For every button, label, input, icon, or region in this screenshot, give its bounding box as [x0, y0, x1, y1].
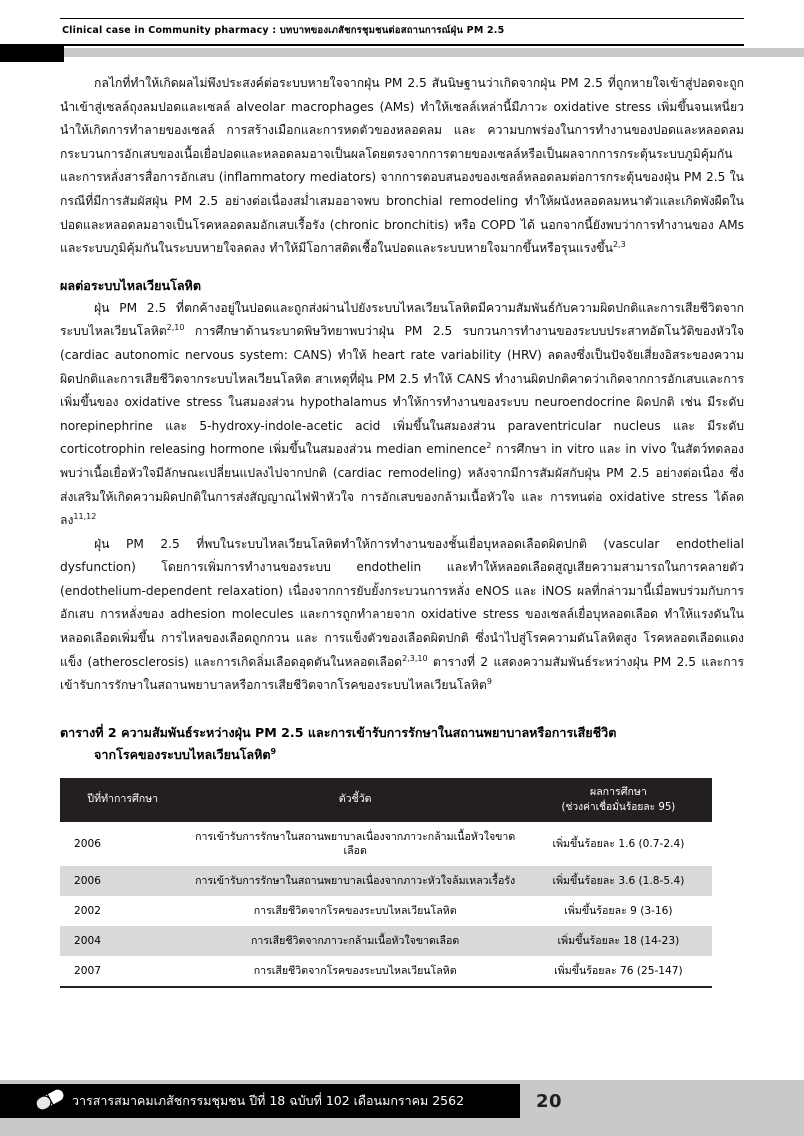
header-bottom-rule	[60, 44, 744, 46]
page-footer	[0, 1050, 804, 1136]
table-header-result-main: ผลการศึกษา	[589, 785, 647, 798]
table-header-result-sub: (ช่วงค่าเชื่อมั่นร้อยละ 95)	[561, 801, 676, 813]
paragraph-2-reference-1: 2,10	[166, 323, 185, 333]
table-row	[60, 956, 712, 986]
cell-indicator: การเข้ารับการรักษาในสถานพยาบาลเนื่องจากภาวะกล้ามเนื้อหัวใจขาดเลือด	[195, 830, 516, 857]
cell-indicator: การเสียชีวิตจากภาวะกล้ามเนื้อหัวใจขาดเลือด	[185, 926, 524, 956]
table-caption	[60, 722, 744, 766]
paragraph-2-text-b: การศึกษาด้านระบาดพิษวิทยาพบว่าฝุ่น PM 2.5 รบกวนการทำงานของระบบประสาทอัตโนวัติของหัวใจ (cardiac autonomic nervous system: CANS) ทำให้ heart rate variability (HRV) ลดลงซึ่งเป็นปัจจัยเสี่ยงอิสระของความผิดปกติและการเสียชีวิตจากระบบไหลเวียนโลหิต สาเหตุที่ฝุ่น PM 2.5 ทำให้ CANS ทำงานผิดปกติคาดว่าเกิดจากการอักเสบและการเพิ่มขึ้นของ oxidative stress ในสมองส่วน hypothalamus ทำให้การทำงานของระบบ neuroendocrine ผิดปกติ เช่น มีระดับ norepinephrine และ 5-hydroxy-indole-acetic acid เพิ่มขึ้นในสมองส่วน paraventricular nucleus และ มีระดับ corticotrophin releasing hormone เพิ่มขึ้นในสมองส่วน median eminence	[60, 324, 744, 457]
table-caption-reference: 9	[270, 746, 277, 756]
header-gray-band	[64, 48, 804, 57]
cell-indicator: การเสียชีวิตจากโรคของระบบไหลเวียนโลหิต	[253, 904, 457, 917]
table-header-year: ปีที่ทำการศึกษา	[60, 778, 185, 822]
paragraph-2-reference-2: 2	[486, 441, 492, 451]
table-caption-line-2-text: จากโรคของระบบไหลเวียนโลหิต	[94, 746, 271, 762]
table-header-row	[60, 778, 712, 822]
cell-result: เพิ่มขึ้นร้อยละ 18 (14-23)	[525, 926, 712, 956]
cell-year: 2006	[74, 837, 101, 850]
table-bottom-rule	[60, 986, 712, 988]
cell-year: 2007	[74, 964, 101, 977]
paragraph-circulatory-1	[60, 297, 744, 533]
table-row	[60, 926, 712, 956]
table-caption-line-2	[60, 744, 744, 766]
table-row	[60, 896, 712, 926]
section-heading-circulatory: ผลต่อระบบไหลเวียนโลหิต	[60, 277, 202, 293]
page-content	[60, 72, 744, 988]
table-head	[60, 778, 712, 822]
running-head-title: Clinical case in Community pharmacy : บทบาทของเภสัชกรชุมชนต่อสถานการณ์ฝุ่น PM 2.5	[62, 25, 505, 36]
paragraph-1-reference: 2,3	[612, 240, 626, 250]
cell-year: 2002	[74, 904, 101, 917]
table-header-result	[525, 778, 712, 822]
paragraph-2-text-c: การศึกษา in vitro และ in vivo ในสัตว์ทดลองพบว่าเนื้อเยื่อหัวใจมีลักษณะเปลี่ยนแปลงไปจากปกติ (cardiac remodeling) หลังจากมีการสัมผัสกับฝุ่น PM 2.5 อย่างต่อเนื่อง ซึ่งส่งเสริมให้เกิดความผิดปกติในการส่งสัญญาณไฟฟ้าหัวใจ การอักเสบของกล้ามเนื้อหัวใจ และ การทนต่อ oxidative stress ได้ลดลง	[60, 442, 744, 528]
cell-result: เพิ่มขึ้นร้อยละ 3.6 (1.8-5.4)	[525, 866, 712, 896]
paragraph-2-reference-3: 11,12	[73, 512, 97, 522]
header-top-rule	[60, 18, 744, 19]
paragraph-1-text: กลไกที่ทำให้เกิดผลไม่พึงประสงค์ต่อระบบหายใจจากฝุ่น PM 2.5 สันนิษฐานว่าเกิดจากฝุ่น PM 2.5 ที่ถูกหายใจเข้าสู่ปอดจะถูกนำเข้าสู่เซลล์ถุงลมปอดและเซลล์ alveolar macrophages (AMs) ทำให้เซลล์เหล่านี้มีภาวะ oxidative stress เพิ่มขึ้นจนเหนี่ยวนำให้เกิดการทำลายของเซลล์ การสร้างเมือกและการหดตัวของหลอดลม และ ความบกพร่องในการทำงานของปอดและหลอดลม กระบวนการอักเสบของเนื้อเยื่อปอดและหลอดลมอาจเป็นผลโดยตรงจากการตายของเซลล์หรือเป็นผลจากการกระตุ้นระบบภูมิคุ้มกันและการหลั่งสารสื่อการอักเสบ (inflammatory mediators) จากการตอบสนองของเซลล์หลอดลมต่อการกระตุ้นของฝุ่น PM 2.5 ในกรณีที่มีการสัมผัสฝุ่น PM 2.5 อย่างต่อเนื่องสม่ำเสมออาจพบ bronchial remodeling ทำให้ผนังหลอดลมหนาตัวและเกิดพังผืดในปอดและหลอดลมอาจเป็นโรคหลอดลมอักเสบเรื้อรัง (chronic bronchitis) หรือ COPD ได้ นอกจากนี้ยังพบว่าการทำงานของ AMs และระบบภูมิคุ้มกันในระบบหายใจลดลง ทำให้มีโอกาสติดเชื้อในปอดและระบบหายใจมากขึ้นหรือรุนแรงขึ้น	[60, 76, 744, 256]
footer-journal-info: วารสารสมาคมเภสัชกรรมชุมชน ปีที่ 18 ฉบับที่ 102 เดือนมกราคม 2562	[72, 1093, 465, 1108]
paragraph-3-reference-2: 9	[486, 677, 492, 687]
paragraph-circulatory-2	[60, 533, 744, 698]
table-header-indicator: ตัวชี้วัด	[185, 778, 524, 822]
cell-year: 2004	[60, 926, 185, 956]
cell-result: เพิ่มขึ้นร้อยละ 1.6 (0.7-2.4)	[552, 837, 685, 850]
cell-result: เพิ่มขึ้นร้อยละ 9 (3-16)	[564, 904, 673, 917]
page-number: 20	[536, 1091, 563, 1112]
paragraph-respiratory-effects	[60, 72, 744, 261]
table-body	[60, 822, 712, 986]
table-row	[60, 866, 712, 896]
cell-year: 2006	[60, 866, 185, 896]
table-row	[60, 822, 712, 866]
paragraph-3-text-b: ตารางที่ 2 แสดงความสัมพันธ์ระหว่างฝุ่น PM 2.5 และการเข้ารับการรักษาในสถานพยาบาลหรือการเสียชีวิตจากโรคของระบบไหลเวียนโลหิต	[60, 654, 745, 693]
relationship-table	[60, 778, 712, 986]
cell-indicator: การเข้ารับการรักษาในสถานพยาบาลเนื่องจากภาวะหัวใจล้มเหลวเรื้อรัง	[185, 866, 524, 896]
cell-result: เพิ่มขึ้นร้อยละ 76 (25-147)	[554, 964, 683, 977]
paragraph-3-text-a: ฝุ่น PM 2.5 ที่พบในระบบไหลเวียนโลหิตทำให้การทำงานของชั้นเยื่อบุหลอดเลือดผิดปกติ (vascular endothelial dysfunction) โดยการเพิ่มการทำงานของระบบ endothelin และทำให้หลอดเลือดสูญเสียความสามารถในการคลายตัว (endothelium-dependent relaxation) เนื่องจากการยับยั้งกระบวนการหลั่ง eNOS และ iNOS ผลที่กล่าวมานี้เมื่อพบร่วมกับการอักเสบ การหลั่งของ adhesion molecules และการถูกทำลายจาก oxidative stress ของเซลล์เยื่อบุหลอดเลือด ทำให้แรงดันในหลอดเลือดเพิ่มขึ้น การไหลของเลือดถูกกวน และ การแข็งตัวของเลือดผิดปกติ ซึ่งนำไปสู่โรคความดันโลหิตสูง โรคหลอดเลือดแดงแข็ง (atherosclerosis) และการเกิดลิ่มเลือดอุดตันในหลอดเลือด	[60, 536, 744, 669]
paragraph-3-reference-1: 2,3,10	[402, 653, 428, 663]
page-header	[0, 0, 804, 58]
table-caption-line-1: ตารางที่ 2 ความสัมพันธ์ระหว่างฝุ่น PM 2.5 และการเข้ารับการรักษาในสถานพยาบาลหรือการเสียชีวิต	[60, 724, 617, 740]
cell-indicator: การเสียชีวิตจากโรคของระบบไหลเวียนโลหิต	[253, 964, 457, 977]
header-black-block	[0, 44, 64, 62]
capsule-logo-icon	[33, 1084, 69, 1114]
paragraph-2-text-a: ฝุ่น PM 2.5 ที่ตกค้างอยู่ในปอดและถูกส่งผ่านไปยังระบบไหลเวียนโลหิตมีความสัมพันธ์กับความผิดปกติและการเสียชีวิตจากระบบไหลเวียนโลหิต	[60, 300, 744, 339]
